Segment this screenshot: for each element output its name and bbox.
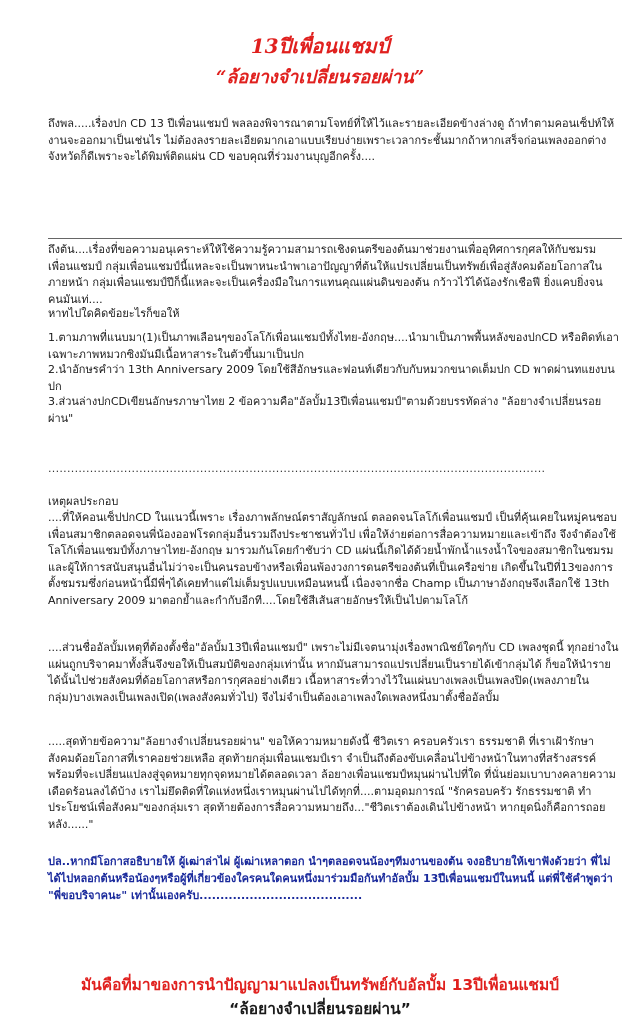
closing-slogan: “ล้อยางจำเปลี่ยนรอยผ่าน” [229,1000,411,1018]
request-heading: หาทไปใดคิดข้อยะไรก็ขอให้ [48,307,180,320]
list-item: 3.ส่วนล่างปกCDเขียนอักษรภาษาไทย 2 ข้อความคือ"อัลบั้ม13ปีเพื่อนแชมป์"ตามด้วยบรรทัดล่าง "ล้อยางจำเปลี่ยนรอยผ่าน" [48,395,602,425]
reason-paragraph: ....ส่วนชื่ออัลบั้มเหตุที่ต้องตั้งชื่อ"อัลบั้ม13ปีเพื่อนแชมป์" เพราะไม่มีเจตนามุ่งเรื่องพาณิชย์ใดๆกับ CD เพลงชุดนี้ ทุกอย่างในแผ่นถูกบริจาคมาทั้งสิ้นจึงขอให้เป็นสมบัติของกลุ่มเท่านั้น หากมันสามารถแปรเปลี่ยนเป็นรายได้เข้ากลุ่มได้ ก็ขอให้นำรายได้นั้นไปช่วยสังคมที่ด้อยโอกาสหรือการกุศลอย่างเดียว เนื้อหาสาระที่วางไว้ในแผ่นบางเพลงเป็นเพลงปิด(เพลงภายในกลุ่ม)บางเพลงเป็นเพลงเปิด(เพลงสังคมทั่วไป) จึงไม่จำเป็นต้องเอาเพลงใดเพลงหนึ่งมาตั้งชื่ออัลบั้ม [48,641,619,704]
reason-paragraph: ....ที่ให้คอนเซ็ปปกCD ในแนวนี้เพราะ เรื่องภาพลักษณ์ตราสัญลักษณ์ ตลอดจนโลโก้เพื่อนแชมป์ เป็นที่คุ้นเคยในหมู่คนชอบเพื่อนสมาชิกตลอดจนพี่น้องออฟโรดกลุ่มอื่นรวมถึงประชาชนทั่วไป เพื่อให้ง่ายต่อการสื่อความหมายและเข้าถึง จึงจำต้องใช้โลโก้เพื่อนแชมป์ทั้งภาษาไทย-อังกฤษ มารวมกันโดยกำชับว่า CD แผ่นนี้เกิดได้ด้วยน้ำพักน้ำแรงน้ำใจของสมาชิกในชมรมและผู้ให้การสนับสนุนอื่นไม่ว่าจะเป็นคนรอบข้างหรือเพื่อนพ้องวงการดนตรีของต้นที่เป็นเครือข่าย เกิดขึ้นในปีที่13ของการตั้งชมรมซึ่งก่อนหน้านี้มีพี่ๆได้เคยทำแต่ไม่เต็มรูปแบบเหมือนหนนี้ เนื่องจากชื่อ Champ เป็นภาษาอังกฤษจึงเลือกใช้ 13th Anniversary 2009 มาตอกย้ำและกำกับอีกที....โดยใช้สีเส้นสายอักษรให้เป็นไปตามโลโก้ [48,511,617,607]
intro-paragraph: ถึงพล.....เรื่องปก CD 13 ปีเพื่อนแชมป์ พลลองพิจารณาตามโจทย์ที่ให้ไว้และรายละเอียดข้างล่างดู ถ้าทำตามคอนเซ็ปท์ให้งานจะออกมาเป็นเช่นไร ไม่ต้องลงรายละเอียดมากเอาแบบเรียบง่ายเพราะเวลากระชั้นมากถ้าหากเสร็จก่อนเพลงออกต่างจังหวัดก็ดีเพราะจะได้พิมพ์ติดแผ่น CD ขอบคุณที่ร่วมงานบุญอีกครั้ง.... [48,117,615,163]
thanks-paragraph: ถึงต้น....เรื่องที่ขอความอนุเคราะห์ให้ใช้ความรู้ความสามารถเชิงดนตรีของต้นมาช่วยงานเพื่ออุทิศการกุศลให้กับชมรมเพื่อนแชมป์ กลุ่มเพื่อนแชมป์นี้แหละจะเป็นพาหนะนำพาเอาปัญญาที่ต้นให้แปรเปลี่ยนเป็นทรัพย์เพื่อสู่สังคมด้อยโอกาสในภายหน้า กลุ่มเพื่อนแชมป์ปีก็นี้แหละจะเป็นเครื่องมือในการแทนคุณแผ่นดินของต้น กว้าวไว้ได้น้องรักเชือฟี ยิ่งแคบยิ่งจน คนมันเท่.... [48,243,603,306]
closing-statement: มันคือที่มาของการนำปัญญามาแปลงเป็นทรัพย์กับอัลบั้ม 13ปีเพื่อนแชมป์ [80,976,560,994]
document-title: 13ปีเพื่อนแชมป์ [250,34,390,58]
reasons-heading: เหตุผลประกอบ [48,495,119,508]
dotted-divider: ................................................................................................................................... [48,462,546,475]
reason-paragraph: .....สุดท้ายข้อความ"ล้อยางจำเปลี่ยนรอยผ่าน" ขอให้ความหมายดังนี้ ชีวิตเรา ครอบครัวเรา ธรรมชาติ ที่เราเฝ้ารักษา สังคมด้อยโอกาสที่เราคอยช่วยเหลือ สุดท้ายกลุ่มเพื่อนแชมป์เรา จำเป็นถึงต้องขับเคลื่อนไปข้างหน้าในทางที่สร้างสรรค์ พร้อมที่จะเปลี่ยนแปลงสู่จุดหมายทุกจุดหมายได้ตลอดเวลา ล้อยางเพื่อนแชมป์หมุนผ่านไปที่ใด ที่นั่นย่อมเบาบางคลายความเดือดร้อนลงได้บ้าง เราไม่ยึดติดที่ใดแห่งหนึ่งเราหมุนผ่านไปได้ทุกที่....ตามอุดมการณ์ "รักครอบครัว รักธรรมชาติ ทำประโยชน์เพื่อสังคม"ของกลุ่มเรา สุดท้ายต้องการสื่อความหมายถึง..."ชีวิตเราต้องเดินไปข้างหน้า หากยุดนิ่งก็คือการถอยหลัง......" [48,735,616,831]
postscript-paragraph: ปล..หากมีโอกาสอธิบายให้ ผู้เฒ่าล่าไผ่ ผู้เฒ่าเหลาตอก นำๆตลอดจนน้องๆทีมงานของต้น จงอธิบายให้เขาฟังด้วยว่า พี่ไม่ได้ไปหลอกต้นหรือน้องๆหรือผู้ที่เกี่ยวข้องใครคนใดคนหนึ่งมาร่วมมือกันทำอัลบั้ม 13ปีเพื่อนแชมป์ในหนนี้ แต่พี่ใช้คำพูดว่า "พี่ขอบริจาคนะ" เท่านั้นเองครับ....................................... [48,855,613,902]
list-item: 1.ตามภาพที่แนบมา(1)เป็นภาพเลือนๆของโลโก้เพื่อนแชมป์ทั้งไทย-อังกฤษ....นำมาเป็นภาพพื้นหลังของปกCD หรือติดท์เอาเฉพาะภาพหมวกซิงมันมีเนื้อหาสาระในตัวขึ้นมาเป็นปก [48,331,619,361]
section-divider [48,238,622,239]
list-item: 2.นำอักษรคำว่า 13th Anniversary 2009 โดยใช้สีอักษรและฟอนท์เดียวกับกับหมวกขนาดเต็มปก CD พาดผ่านทแยงบนปก [48,363,615,393]
document-subtitle: “ล้อยางจำเปลี่ยนรอยผ่าน” [215,67,425,88]
